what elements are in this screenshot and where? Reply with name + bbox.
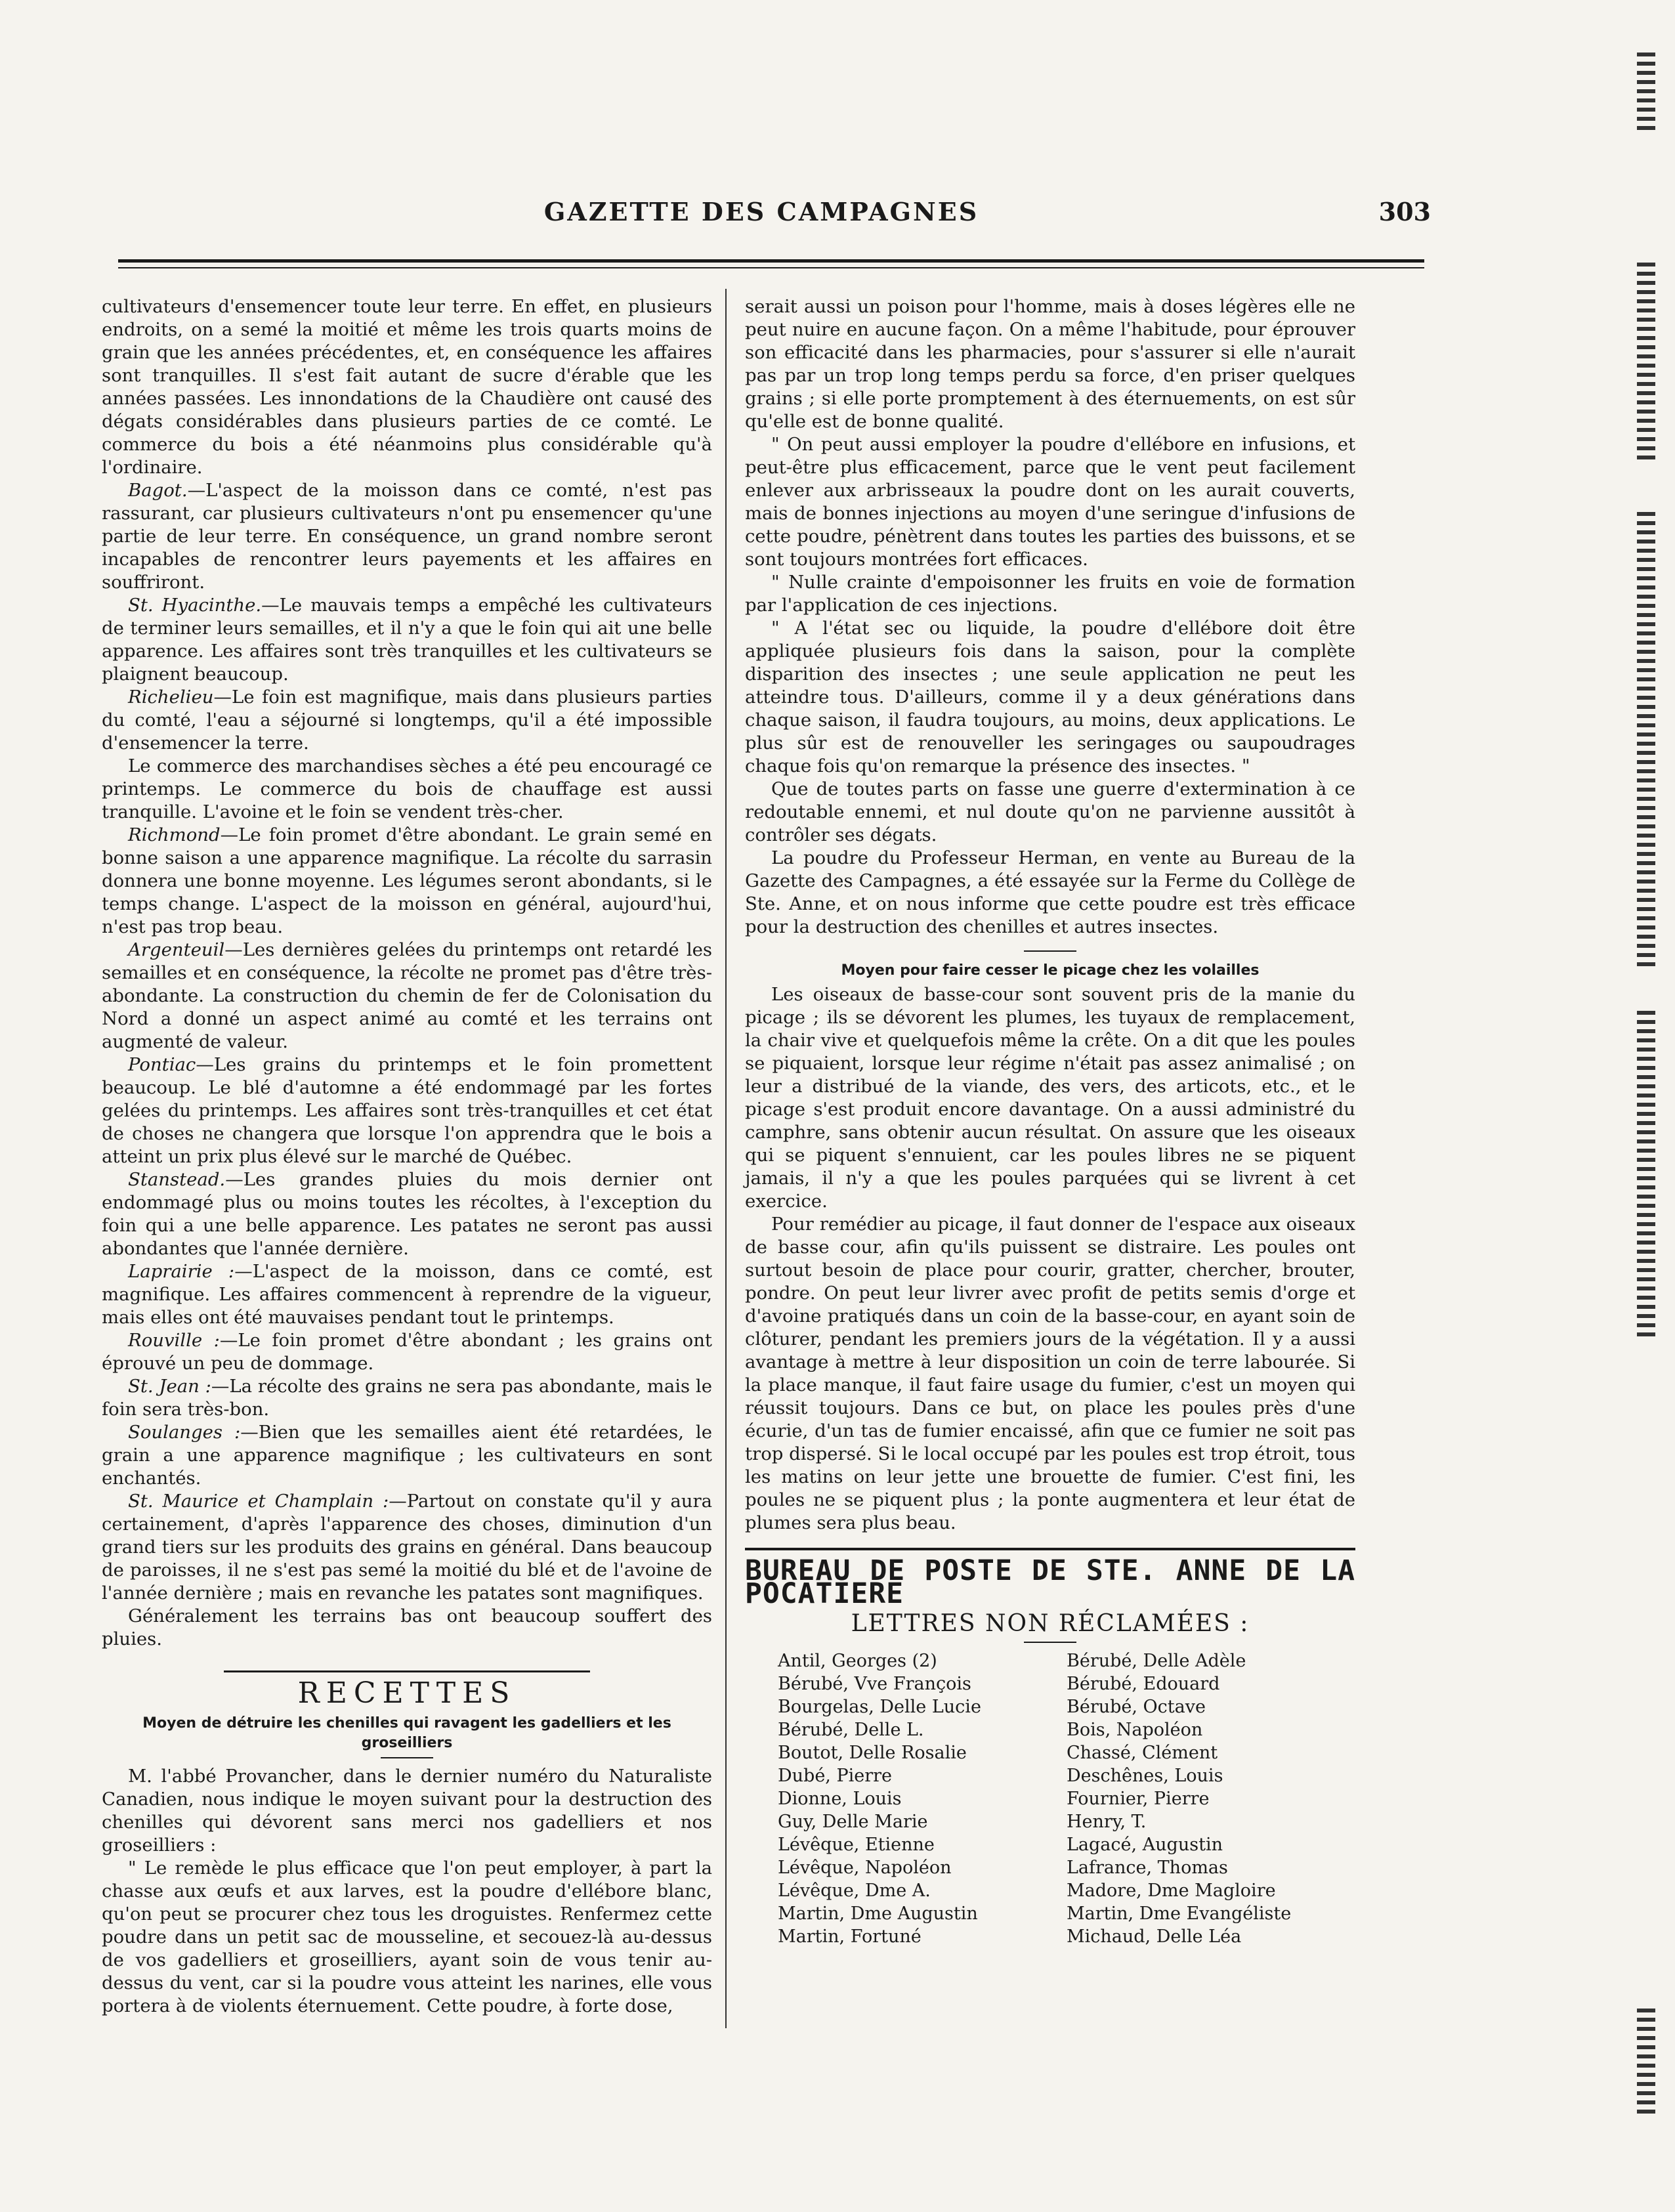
county-report bbox=[102, 1260, 712, 1329]
county-name: St. Hyacinthe. bbox=[128, 595, 262, 616]
county-report-text: —Partout on constate qu'il y aura certainement, d'après l'apparence des choses, diminution d'un grand tiers sur les produits des grains en général. Dans beaucoup de paroisses, il ne s'est pas semé la moitié du blé et de l'avoine de l'année dernière ; mais en revanche les patates sont magnifiques. bbox=[102, 1491, 712, 1604]
county-name: Stanstead. bbox=[128, 1169, 226, 1190]
chenilles-paragraph: M. l'abbé Provancher, dans le dernier numéro du Naturaliste Canadien, nous indique le moyen suivant pour la destruction des chenilles qui dévorent sans merci nos gadelliers et nos groseilliers : bbox=[102, 1766, 712, 1856]
unclaimed-name: Guy, Delle Marie bbox=[778, 1812, 928, 1832]
unclaimed-name: Fournier, Pierre bbox=[1067, 1789, 1210, 1809]
county-report bbox=[102, 1375, 712, 1421]
county-report-text: —L'aspect de la moisson dans ce comté, n'est pas rassurant, car plusieurs cultivateurs n'ont pu ensemencer qu'une partie de leur terre. En conséquence, un grand nombre seront incapables de rencontrer leurs payements et les affaires en souffriront. bbox=[102, 480, 712, 593]
county-report-text: —Le foin promet d'être abondant. Le grain semé en bonne saison a une apparence magnifique. La récolte du sarrasin donnera une bonne moyenne. Les légumes seront abondants, si le temps change. L'aspect de la moisson en général, aujourd'hui, n'est pas trop beau. bbox=[102, 824, 712, 937]
unclaimed-name: Bérubé, Octave bbox=[1067, 1697, 1206, 1717]
names-column-right bbox=[1067, 1649, 1355, 1948]
page-header bbox=[92, 197, 1431, 236]
closing-paragraph: Généralement les terrains bas ont beaucoup souffert des pluies. bbox=[102, 1606, 712, 1649]
unclaimed-name: Henry, T. bbox=[1067, 1812, 1147, 1832]
unclaimed-name: Martin, Dme Augustin bbox=[778, 1904, 978, 1924]
unclaimed-name: Chassé, Clément bbox=[1067, 1743, 1218, 1763]
county-name: Bagot. bbox=[128, 480, 188, 501]
county-report-text: Le commerce des marchandises sèches a été peu encouragé ce printemps. Le commerce du bois de chauffage est aussi tranquille. L'avoine et le foin se vendent très-cher. bbox=[102, 755, 712, 822]
county-name: Soulanges : bbox=[128, 1422, 241, 1443]
unclaimed-name: Madore, Dme Magloire bbox=[1067, 1881, 1276, 1901]
county-report bbox=[102, 594, 712, 686]
unclaimed-name: Bérubé, Delle Adèle bbox=[1067, 1651, 1246, 1671]
county-report bbox=[102, 1168, 712, 1260]
header-rule-thick bbox=[118, 259, 1424, 263]
county-report bbox=[102, 755, 712, 824]
county-report-text: —La récolte des grains ne sera pas abondante, mais le foin sera très-bon. bbox=[102, 1376, 712, 1420]
margin-scan-marks bbox=[1637, 53, 1655, 131]
county-name: Laprairie : bbox=[128, 1261, 235, 1282]
county-name: Richelieu bbox=[128, 687, 214, 708]
county-report bbox=[102, 824, 712, 939]
remedy-paragraph: serait aussi un poison pour l'homme, mais à doses légères elle ne peut nuire en aucune façon. On a même l'habitude, pour éprouver son efficacité dans les pharmacies, pour s'assurer si elle n'aurait pas par un trop long temps perdu sa force, d'en priser quelques grains ; si elle porte promptement à des éternuements, on est sûr qu'elle est de bonne qualité. bbox=[745, 296, 1355, 432]
unclaimed-name: Martin, Fortuné bbox=[778, 1926, 922, 1947]
header-rule-thin bbox=[118, 267, 1424, 268]
unclaimed-name: Bérubé, Edouard bbox=[1067, 1674, 1220, 1694]
picage-paragraph: Les oiseaux de basse-cour sont souvent pris de la manie du picage ; ils se dévorent les plumes, les tuyaux de remplacement, la chair vive et quelquefois même la crête. On a dit que les poules se piquaient, lorsque leur régime n'était pas assez animalisé ; on leur a distribué de la viande, des vers, des articots, etc., et le picage s'est produit encore davantage. On a aussi administré du camphre, sans obtenir aucun résultat. On assure que les oiseaux qui se piquent s'ennuient, car les poules libres ne se piquent jamais, il n'y a que les poules parquées qui se livrent à cet exercice. bbox=[745, 984, 1355, 1212]
county-report-text: —Le foin est magnifique, mais dans plusieurs parties du comté, l'eau a séjourné si longtemps, qu'il a été impossible d'ensemencer la terre. bbox=[102, 687, 712, 754]
remedy-paragraph: " A l'état sec ou liquide, la poudre d'ellébore doit être appliquée plusieurs fois dans la saison, pour la complète disparition des insectes ; une seule application ne peut les atteindre tous. D'ailleurs, comme il y a deux générations dans chaque saison, il faudra toujours, au moins, deux applications. Le plus sûr est de renouveller les seringages ou saupoudrages chaque fois qu'on remarque la présence des insectes. " bbox=[745, 618, 1355, 776]
unclaimed-name: Martin, Dme Evangéliste bbox=[1067, 1904, 1292, 1924]
county-report-text: —L'aspect de la moisson, dans ce comté, est magnifique. Les affaires commencent à reprendre de la vigueur, mais elles ont été mauvaises pendant tout le printemps. bbox=[102, 1261, 712, 1328]
post-office-heading: BUREAU DE POSTE DE STE. ANNE DE LA POCATIERE bbox=[745, 1548, 1355, 1606]
names-column-left bbox=[778, 1649, 1067, 1948]
unclaimed-names-list bbox=[745, 1649, 1355, 1948]
county-report-text: —Les grains du printemps et le foin promettent beaucoup. Le blé d'automne a été endommagé par les fortes gelées du printemps. Les affaires sont très-tranquilles et cet état de choses ne changera que lorsque l'on apprendra que le bois a atteint un prix plus élevé sur le marché de Québec. bbox=[102, 1054, 712, 1167]
county-report-text: —Les dernières gelées du printemps ont retardé les semailles et en conséquence, la récolte ne promet pas d'être très-abondante. La construction du chemin de fer de Colonisation du Nord a donné un aspect animé au comté et les terrains ont augmenté de valeur. bbox=[102, 939, 712, 1052]
remedy-paragraph: La poudre du Professeur Herman, en vente au Bureau de la Gazette des Campagnes, a été essayée sur la Ferme du Collège de Ste. Anne, et on nous informe que cette poudre est très efficace pour la destruction des chenilles et autres insectes. bbox=[745, 847, 1355, 937]
right-column bbox=[745, 295, 1355, 1948]
unclaimed-name: Lévêque, Dme A. bbox=[778, 1881, 931, 1901]
unclaimed-name: Lagacé, Augustin bbox=[1067, 1835, 1223, 1855]
county-report bbox=[102, 686, 712, 755]
county-report bbox=[102, 1421, 712, 1490]
unclaimed-name: Bourgelas, Delle Lucie bbox=[778, 1697, 981, 1717]
recettes-heading: RECETTES bbox=[224, 1670, 590, 1705]
county-name: St. Jean : bbox=[128, 1376, 211, 1397]
left-column bbox=[102, 295, 712, 2018]
chenilles-paragraph: " Le remède le plus efficace que l'on peut employer, à part la chasse aux œufs et aux larves, est la poudre d'ellébore blanc, qu'on peut se procurer chez tous les droguistes. Renfermez cette poudre dans un petit sac de mousseline, et secouez-là au-dessus de vos gadelliers et groseilliers, ayant soin de vous tenir au-dessus du vent, car si la poudre vous atteint les narines, elle vous portera à de violents éternuement. Cette poudre, à forte dose, bbox=[102, 1858, 712, 2016]
short-rule bbox=[1024, 1642, 1076, 1643]
unclaimed-name: Deschênes, Louis bbox=[1067, 1766, 1223, 1786]
county-report bbox=[102, 1490, 712, 1605]
county-report bbox=[102, 479, 712, 594]
remedy-paragraph: Que de toutes parts on fasse une guerre d'extermination à ce redoutable ennemi, et nul doute qu'on ne parvienne aussitôt à contrôler ses dégats. bbox=[745, 778, 1355, 845]
margin-scan-marks bbox=[1637, 1011, 1655, 1339]
county-reports bbox=[102, 479, 712, 1605]
short-rule bbox=[1024, 950, 1076, 952]
county-report bbox=[102, 1053, 712, 1168]
unclaimed-name: Michaud, Delle Léa bbox=[1067, 1926, 1242, 1947]
remedy-paragraph: " Nulle crainte d'empoisonner les fruits en voie de formation par l'application de ces injections. bbox=[745, 572, 1355, 616]
county-name: Argenteuil bbox=[128, 939, 225, 960]
unclaimed-name: Lévêque, Napoléon bbox=[778, 1858, 952, 1878]
unclaimed-name: Dionne, Louis bbox=[778, 1789, 902, 1809]
county-report-text: —Le mauvais temps a empêché les cultivateurs de terminer leurs semailles, et il n'y a que le foin qui ait une belle apparence. Les affaires sont très tranquilles et les cultivateurs se plaignent beaucoup. bbox=[102, 595, 712, 685]
margin-scan-marks bbox=[1637, 2009, 1655, 2114]
county-name: Pontiac bbox=[128, 1054, 196, 1075]
county-name: St. Maurice et Champlain : bbox=[128, 1491, 389, 1512]
county-report-text: —Les grandes pluies du mois dernier ont endommagé plus ou moins toutes les récoltes, à l'exception du foin qui a une belle apparence. Les patates ne seront pas aussi abondantes que l'année dernière. bbox=[102, 1169, 712, 1259]
county-report-text: —Bien que les semailles aient été retardées, le grain a une apparence magnifique ; les cultivateurs en sont enchantés. bbox=[102, 1422, 712, 1489]
county-report bbox=[102, 1329, 712, 1375]
unclaimed-name: Bérubé, Delle L. bbox=[778, 1720, 924, 1740]
chenilles-article-title: Moyen de détruire les chenilles qui ravagent les gadelliers et les groseilliers bbox=[142, 1715, 671, 1751]
county-report bbox=[102, 939, 712, 1053]
unclaimed-letters-heading: LETTRES NON RÉCLAMÉES : bbox=[851, 1610, 1250, 1637]
newspaper-title: GAZETTE DES CAMPAGNES bbox=[543, 197, 979, 226]
unclaimed-name: Boutot, Delle Rosalie bbox=[778, 1743, 967, 1763]
margin-scan-marks bbox=[1637, 263, 1655, 459]
remedy-paragraph: " On peut aussi employer la poudre d'ellébore en infusions, et peut-être plus efficacement, parce que le vent peut facilement enlever aux arbrisseaux la poudre dont on les aurait couverts, mais de bonnes injections au moyen d'une seringue d'infusions de cette poudre, pénètrent dans toutes les parties des buissons, et se sont toujours montrées fort efficaces. bbox=[745, 434, 1355, 570]
picage-article-title: Moyen pour faire cesser le picage chez les volailles bbox=[841, 962, 1260, 979]
unclaimed-name: Lafrance, Thomas bbox=[1067, 1858, 1228, 1878]
short-rule bbox=[381, 1757, 433, 1758]
intro-paragraph: cultivateurs d'ensemencer toute leur terre. En effet, en plusieurs endroits, on a semé la moitié et même les trois quarts moins de grain que les années précédentes, et, en conséquence les affaires sont tranquilles. Il s'est fait autant de sucre d'érable que les années passées. Les innondations de la Chaudière ont causé des dégats considérables dans plusieurs parties de ce comté. Le commerce du bois a été néanmoins plus considérable qu'à l'ordinaire. bbox=[102, 296, 712, 478]
picage-paragraph: Pour remédier au picage, il faut donner de l'espace aux oiseaux de basse cour, afin qu'ils puissent se distraire. Les poules ont surtout besoin de place pour courir, gratter, chercher, brouter, pondre. On peut leur livrer avec profit de petits semis d'orge et d'avoine pratiqués dans un coin de la basse-cour, en ayant soin de clôturer, pendant les premiers jours de la végétation. Il y a aussi avantage à mettre à leur disposition un coin de terre labourée. Si la place manque, il faut faire usage du fumier, c'est un moyen qui réussit toujours. Dans ce but, on place les poules près d'une écurie, d'un tas de fumier encaissé, afin que ce fumier ne soit pas trop dispersé. Si le local occupé par les poules est trop étroit, tous les matins on leur jette une brouette de fumier. C'est fini, les poules ne se piquent plus ; la ponte augmentera et leur état de plumes sera plus beau. bbox=[745, 1214, 1355, 1533]
county-report-text: —Le foin promet d'être abondant ; les grains ont éprouvé un peu de dommage. bbox=[102, 1330, 712, 1374]
unclaimed-name: Antil, Georges (2) bbox=[778, 1651, 937, 1671]
county-name: Rouville : bbox=[128, 1330, 220, 1351]
column-divider bbox=[725, 289, 727, 2028]
unclaimed-name: Lévêque, Etienne bbox=[778, 1835, 935, 1855]
page-number: 303 bbox=[1378, 197, 1431, 226]
unclaimed-name: Bérubé, Vve François bbox=[778, 1674, 971, 1694]
unclaimed-name: Bois, Napoléon bbox=[1067, 1720, 1203, 1740]
margin-scan-marks bbox=[1637, 512, 1655, 971]
county-name: Richmond bbox=[128, 824, 221, 845]
unclaimed-name: Dubé, Pierre bbox=[778, 1766, 893, 1786]
